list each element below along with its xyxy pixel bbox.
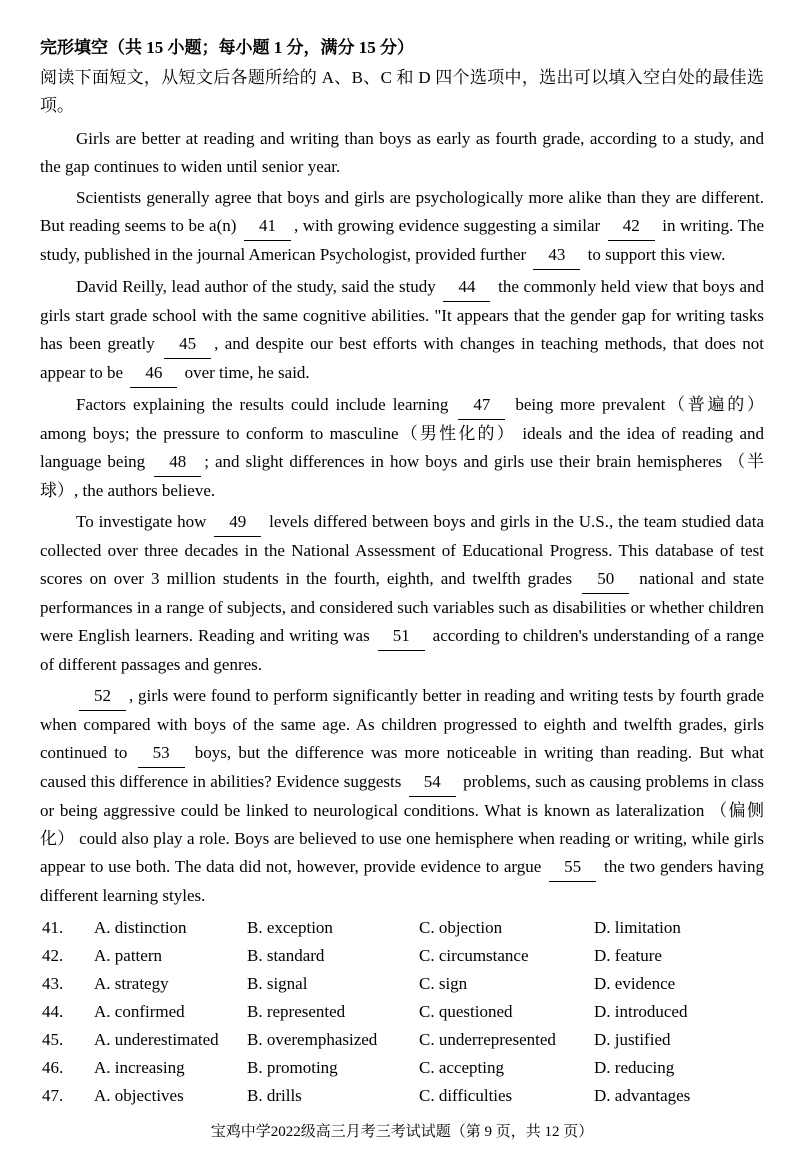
question-row [40,1054,764,1082]
question-row [40,914,764,942]
passage-text: according to children's understanding of a range of different passages and genres. [40,626,764,674]
option-A: A. strategy [94,974,169,993]
option-B: B. overemphasized [247,1030,378,1049]
question-row [40,1026,764,1054]
passage-text: David Reilly, lead author of the study, said the study [76,277,441,296]
passage-text: Factors explaining the results could include learning [76,395,456,414]
option-A: A. confirmed [94,1002,185,1021]
cloze-blank-54: 54 [409,768,456,797]
passage-paragraph [40,682,764,910]
option-D: D. reducing [594,1058,675,1077]
passage-paragraph [40,184,764,270]
option-C: C. difficulties [419,1086,513,1105]
passage-text: , girls were found to perform significantly better in reading and writing tests by fourth grade when compared with boys of the same age. As children progressed to eighth and twelfth grades, girls continued to [40,686,764,762]
cloze-passage [40,122,764,910]
cloze-blank-51: 51 [378,622,425,651]
option-C: C. circumstance [419,946,529,965]
option-D: D. advantages [594,1086,691,1105]
cloze-blank-48: 48 [154,448,201,477]
passage-paragraph [40,125,764,181]
option-B: B. promoting [247,1058,338,1077]
passage-text: ; and slight differences in how boys and girls use their brain hemispheres （半球）, the authors believe. [40,452,764,500]
question-number: 44. [42,1002,64,1021]
question-number: 42. [42,946,64,965]
passage-text: the commonly held view that boys and girls start grade school with the same cognitive abilities. "It appears that the gender gap for writing tasks has been greatly [40,277,764,353]
cloze-blank-47: 47 [458,391,505,420]
option-B: B. exception [247,918,333,937]
passage-text: over time, he said. [180,363,310,382]
section-title: 完形填空（共 15 小题；每小题 1 分，满分 15 分） [40,38,414,57]
question-number: 47. [42,1086,64,1105]
passage-text: boys, but the difference was more noticeable in writing than reading. But what caused this difference in abilities? Evidence suggests [40,743,765,791]
passage-text: being more prevalent（普遍的） among boys; the pressure to conform to masculine（男性化的） ideals and the idea of reading and language being [40,395,764,471]
question-number: 41. [42,918,64,937]
cloze-blank-46: 46 [130,359,177,388]
passage-text: the two genders having different learning styles. [40,857,765,905]
passage-text: Girls are better at reading and writing than boys as early as fourth grade, according to a study, and the gap continues to widen until senior year. [40,129,764,176]
question-row [40,970,764,998]
option-B: B. represented [247,1002,346,1021]
option-A: A. pattern [94,946,162,965]
option-D: D. introduced [594,1002,688,1021]
passage-text: levels differed between boys and girls in the U.S., the team studied data collected over three decades in the National Assessment of Educational Progress. This database of test scores on over 3 million students in the fourth, eighth, and twelfth grades [40,512,764,588]
cloze-blank-43: 43 [533,241,580,270]
option-A: A. distinction [94,918,187,937]
cloze-blank-50: 50 [582,565,629,594]
cloze-blank-49: 49 [214,508,261,537]
question-row [40,942,764,970]
cloze-blank-55: 55 [549,853,596,882]
option-C: C. accepting [419,1058,504,1077]
option-A: A. increasing [94,1058,185,1077]
passage-text: Scientists generally agree that boys and girls are psychologically more alike than they are different. But reading seems to be a(n) [40,188,764,235]
cloze-blank-44: 44 [443,273,490,302]
cloze-blank-53: 53 [138,739,185,768]
option-A: A. underestimated [94,1030,219,1049]
option-B: B. drills [247,1086,302,1105]
option-C: C. objection [419,918,503,937]
section-instructions: 阅读下面短文，从短文后各题所给的 A、B、C 和 D 四个选项中，选出可以填入空白处的最佳选项。 [40,68,764,115]
options-table [40,914,764,1110]
passage-text: in writing. The study, published in the journal American Psychologist, provided further [40,216,765,264]
passage-paragraph [40,391,764,505]
option-C: C. sign [419,974,468,993]
option-C: C. underrepresented [419,1030,556,1049]
option-D: D. limitation [594,918,681,937]
passage-text: To investigate how [76,512,212,531]
question-number: 46. [42,1058,64,1077]
option-B: B. standard [247,946,325,965]
option-D: D. justified [594,1030,671,1049]
option-B: B. signal [247,974,308,993]
page-footer: 宝鸡中学2022级高三月考三考试试题（第 9 页，共 12 页） [210,1124,594,1140]
option-C: C. questioned [419,1002,513,1021]
cloze-blank-42: 42 [608,212,655,241]
question-row [40,1082,764,1110]
passage-text: , with growing evidence suggesting a similar [293,216,605,235]
cloze-blank-52: 52 [79,682,126,711]
passage-text: problems, such as causing problems in class or being aggressive could be linked to neurological conditions. What is known as lateralization （偏侧化） could also play a role. Boys are believed to use one hemisphere when reading or writing, while girls appear to use both. The data did not, however, provide evidence to argue [40,772,764,876]
passage-text: , and despite our best efforts with changes in teaching methods, that does not appear to be [40,334,764,382]
option-D: D. evidence [594,974,676,993]
passage-paragraph [40,508,764,679]
question-number: 45. [42,1030,64,1049]
option-A: A. objectives [94,1086,184,1105]
question-number: 43. [42,974,64,993]
option-D: D. feature [594,946,662,965]
question-row [40,998,764,1026]
cloze-blank-45: 45 [164,330,211,359]
passage-paragraph [40,273,764,388]
cloze-blank-41: 41 [244,212,291,241]
passage-text: national and state performances in a range of subjects, and considered such variables such as disabilities or whether children were English learners. Reading and writing was [40,569,765,645]
passage-text: to support this view. [583,245,726,264]
